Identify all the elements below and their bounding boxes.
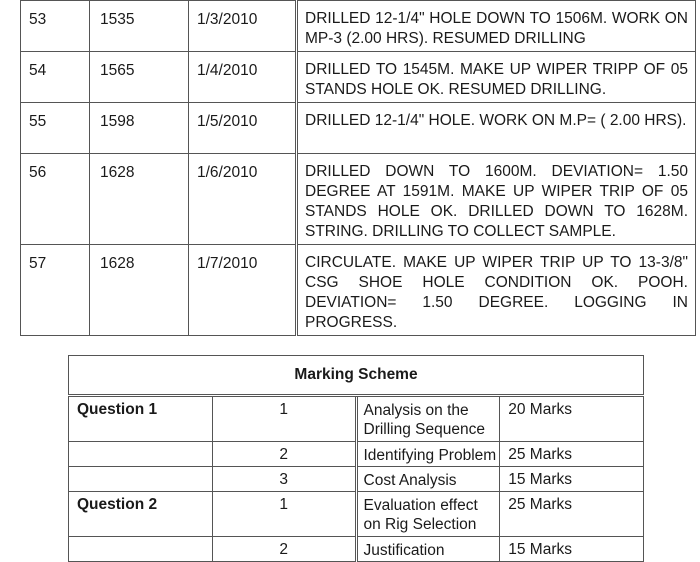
depth-cell: 1598 (90, 103, 189, 154)
number-cell: 2 (212, 442, 356, 467)
item-cell: Evaluation effect on Rig Selection (356, 492, 500, 537)
depth-cell: 1565 (90, 52, 189, 103)
item-cell: Cost Analysis (356, 467, 500, 492)
table-row (21, 52, 696, 103)
number-cell: 2 (212, 537, 356, 562)
table-row (21, 103, 696, 154)
date-cell: 1/4/2010 (189, 52, 297, 103)
depth-cell: 1535 (90, 1, 189, 52)
date-cell: 1/3/2010 (189, 1, 297, 52)
item-cell: Identifying Problem (356, 442, 500, 467)
day-cell: 53 (21, 1, 90, 52)
item-cell: Justification (356, 537, 500, 562)
number-cell: 3 (212, 467, 356, 492)
date-cell: 1/5/2010 (189, 103, 297, 154)
activity-cell: CIRCULATE. MAKE UP WIPER TRIP UP TO 13-3/8" CSG SHOE HOLE CONDITION OK. POOH. DEVIATION= 1.50 DEGREE. LOGGING IN PROGRESS. (297, 245, 696, 336)
marking-scheme-header-row (69, 356, 644, 396)
marks-cell: 25 Marks (500, 492, 644, 537)
question-cell: Question 2 (69, 492, 213, 537)
item-cell: Analysis on the Drilling Sequence (356, 396, 500, 442)
marks-cell: 20 Marks (500, 396, 644, 442)
day-cell: 56 (21, 154, 90, 245)
day-cell: 54 (21, 52, 90, 103)
question-cell (69, 467, 213, 492)
marking-scheme-title: Marking Scheme (69, 356, 644, 396)
table-row (69, 396, 644, 442)
number-cell: 1 (212, 396, 356, 442)
drilling-log-table (20, 0, 696, 336)
activity-cell: DRILLED 12-1/4" HOLE DOWN TO 1506M. WORK ON MP-3 (2.00 HRS). RESUMED DRILLING (297, 1, 696, 52)
question-cell: Question 1 (69, 396, 213, 442)
day-cell: 57 (21, 245, 90, 336)
marking-scheme-table (68, 355, 644, 562)
table-row (69, 467, 644, 492)
activity-cell: DRILLED DOWN TO 1600M. DEVIATION= 1.50 DEGREE AT 1591M. MAKE UP WIPER TRIP OF 05 STANDS HOLE OK. DRILLED DOWN TO 1628M. STRING. DRILLING TO COLLECT SAMPLE. (297, 154, 696, 245)
activity-cell: DRILLED TO 1545M. MAKE UP WIPER TRIPP OF 05 STANDS HOLE OK. RESUMED DRILLING. (297, 52, 696, 103)
day-cell: 55 (21, 103, 90, 154)
depth-cell: 1628 (90, 154, 189, 245)
depth-cell: 1628 (90, 245, 189, 336)
date-cell: 1/6/2010 (189, 154, 297, 245)
table-row (21, 154, 696, 245)
question-cell (69, 442, 213, 467)
table-row (69, 537, 644, 562)
number-cell: 1 (212, 492, 356, 537)
table-row (21, 1, 696, 52)
table-row (21, 245, 696, 336)
marks-cell: 25 Marks (500, 442, 644, 467)
date-cell: 1/7/2010 (189, 245, 297, 336)
activity-cell: DRILLED 12-1/4" HOLE. WORK ON M.P= ( 2.00 HRS). (297, 103, 696, 154)
question-cell (69, 537, 213, 562)
marks-cell: 15 Marks (500, 537, 644, 562)
marks-cell: 15 Marks (500, 467, 644, 492)
table-row (69, 442, 644, 467)
table-row (69, 492, 644, 537)
